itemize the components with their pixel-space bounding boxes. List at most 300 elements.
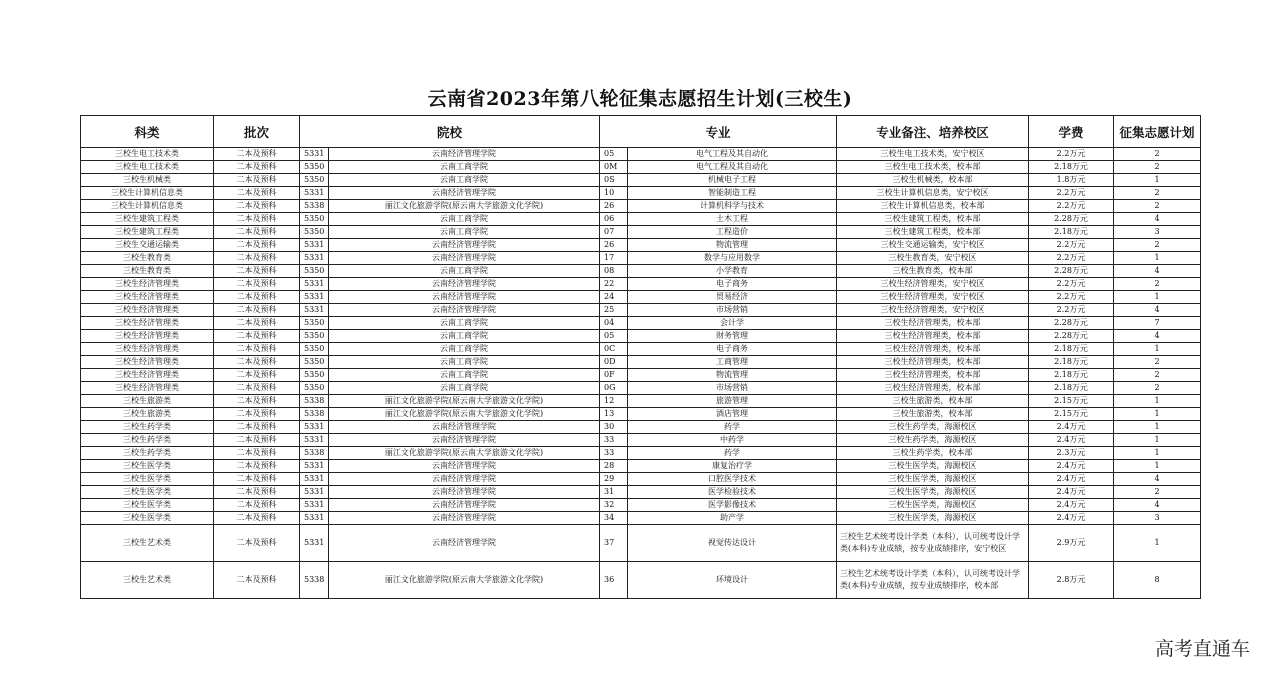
cell-plan: 1: [1114, 525, 1201, 562]
cell-major: 财务管理: [628, 330, 837, 343]
cell-plan: 7: [1114, 317, 1201, 330]
cell-remarks: 三校生经济管理类，安宁校区: [837, 278, 1029, 291]
cell-plan: 1: [1114, 460, 1201, 473]
table-row: [81, 304, 1201, 317]
cell-tuition: 2.2万元: [1029, 148, 1114, 161]
cell-major-code: 0C: [600, 343, 628, 356]
table-header-row: [81, 116, 1201, 148]
cell-batch: 二本及预科: [214, 252, 300, 265]
cell-batch: 二本及预科: [214, 486, 300, 499]
table-row: [81, 291, 1201, 304]
cell-remarks: 三校生建筑工程类，校本部: [837, 226, 1029, 239]
cell-major: 市场营销: [628, 382, 837, 395]
cell-category: 三校生教育类: [81, 252, 214, 265]
cell-major-code: 10: [600, 187, 628, 200]
cell-major-code: 28: [600, 460, 628, 473]
cell-major-code: 33: [600, 434, 628, 447]
cell-plan: 2: [1114, 200, 1201, 213]
cell-category: 三校生教育类: [81, 265, 214, 278]
cell-plan: 1: [1114, 252, 1201, 265]
cell-school-code: 5331: [300, 278, 329, 291]
cell-category: 三校生经济管理类: [81, 330, 214, 343]
cell-remarks: 三校生经济管理类，安宁校区: [837, 304, 1029, 317]
cell-batch: 二本及预科: [214, 187, 300, 200]
cell-remarks: 三校生药学类，海源校区: [837, 421, 1029, 434]
cell-category: 三校生经济管理类: [81, 304, 214, 317]
cell-school: 云南经济管理学院: [329, 473, 600, 486]
cell-major-code: 34: [600, 512, 628, 525]
cell-school-code: 5331: [300, 525, 329, 562]
cell-category: 三校生经济管理类: [81, 382, 214, 395]
cell-batch: 二本及预科: [214, 343, 300, 356]
cell-plan: 1: [1114, 395, 1201, 408]
cell-major-code: 05: [600, 148, 628, 161]
cell-plan: 3: [1114, 226, 1201, 239]
cell-tuition: 2.2万元: [1029, 187, 1114, 200]
cell-plan: 2: [1114, 356, 1201, 369]
cell-plan: 2: [1114, 369, 1201, 382]
cell-remarks: 三校生医学类，海源校区: [837, 512, 1029, 525]
cell-school: 云南工商学院: [329, 317, 600, 330]
watermark: 高考直通车: [1154, 638, 1250, 660]
cell-batch: 二本及预科: [214, 161, 300, 174]
cell-plan: 8: [1114, 562, 1201, 599]
cell-plan: 2: [1114, 486, 1201, 499]
cell-plan: 3: [1114, 512, 1201, 525]
cell-major-code: 07: [600, 226, 628, 239]
cell-plan: 4: [1114, 499, 1201, 512]
cell-major: 环境设计: [628, 562, 837, 599]
cell-remarks: 三校生艺术统考设计学类（本科），认可统考设计学类(本科)专业成绩，按专业成绩排序，安宁校区: [837, 525, 1029, 562]
cell-major-code: 32: [600, 499, 628, 512]
table-row: [81, 512, 1201, 525]
table-row: [81, 369, 1201, 382]
cell-batch: 二本及预科: [214, 291, 300, 304]
cell-major-code: 24: [600, 291, 628, 304]
cell-school-code: 5331: [300, 473, 329, 486]
cell-batch: 二本及预科: [214, 317, 300, 330]
cell-category: 三校生医学类: [81, 486, 214, 499]
cell-category: 三校生交通运输类: [81, 239, 214, 252]
cell-major: 电气工程及其自动化: [628, 161, 837, 174]
enrollment-plan-table: [80, 115, 1201, 599]
cell-remarks: 三校生艺术统考设计学类（本科），认可统考设计学类(本科)专业成绩，按专业成绩排序，校本部: [837, 562, 1029, 599]
cell-tuition: 2.2万元: [1029, 291, 1114, 304]
cell-plan: 4: [1114, 213, 1201, 226]
cell-major: 视觉传达设计: [628, 525, 837, 562]
cell-batch: 二本及预科: [214, 148, 300, 161]
cell-tuition: 2.2万元: [1029, 304, 1114, 317]
cell-remarks: 三校生计算机信息类，校本部: [837, 200, 1029, 213]
cell-tuition: 2.28万元: [1029, 330, 1114, 343]
cell-plan: 2: [1114, 148, 1201, 161]
cell-school-code: 5331: [300, 499, 329, 512]
cell-batch: 二本及预科: [214, 278, 300, 291]
cell-school: 云南工商学院: [329, 369, 600, 382]
cell-school: 云南工商学院: [329, 161, 600, 174]
cell-school: 云南经济管理学院: [329, 291, 600, 304]
cell-major-code: 37: [600, 525, 628, 562]
cell-school: 云南工商学院: [329, 265, 600, 278]
cell-school-code: 5338: [300, 408, 329, 421]
cell-remarks: 三校生电工技术类，安宁校区: [837, 148, 1029, 161]
cell-major-code: 29: [600, 473, 628, 486]
table-row: [81, 473, 1201, 486]
cell-category: 三校生电工技术类: [81, 148, 214, 161]
cell-school-code: 5350: [300, 213, 329, 226]
cell-batch: 二本及预科: [214, 460, 300, 473]
cell-plan: 2: [1114, 382, 1201, 395]
cell-school: 云南经济管理学院: [329, 252, 600, 265]
cell-batch: 二本及预科: [214, 226, 300, 239]
cell-major: 医学影像技术: [628, 499, 837, 512]
cell-major: 药学: [628, 421, 837, 434]
cell-plan: 2: [1114, 239, 1201, 252]
cell-major: 工商管理: [628, 356, 837, 369]
cell-remarks: 三校生经济管理类，校本部: [837, 369, 1029, 382]
table-row: [81, 460, 1201, 473]
cell-tuition: 2.28万元: [1029, 213, 1114, 226]
cell-school: 丽江文化旅游学院(原云南大学旅游文化学院): [329, 447, 600, 460]
table-row: [81, 226, 1201, 239]
cell-plan: 1: [1114, 421, 1201, 434]
cell-major-code: 0G: [600, 382, 628, 395]
cell-batch: 二本及预科: [214, 499, 300, 512]
cell-school-code: 5350: [300, 330, 329, 343]
cell-tuition: 2.18万元: [1029, 226, 1114, 239]
cell-school: 丽江文化旅游学院(原云南大学旅游文化学院): [329, 562, 600, 599]
table-row: [81, 200, 1201, 213]
cell-school: 云南经济管理学院: [329, 512, 600, 525]
cell-major: 酒店管理: [628, 408, 837, 421]
cell-batch: 二本及预科: [214, 200, 300, 213]
cell-category: 三校生旅游类: [81, 408, 214, 421]
table-row: [81, 408, 1201, 421]
cell-category: 三校生建筑工程类: [81, 226, 214, 239]
cell-category: 三校生经济管理类: [81, 291, 214, 304]
cell-major-code: 31: [600, 486, 628, 499]
cell-plan: 2: [1114, 187, 1201, 200]
cell-major-code: 0S: [600, 174, 628, 187]
cell-school-code: 5331: [300, 304, 329, 317]
cell-school-code: 5338: [300, 447, 329, 460]
cell-category: 三校生医学类: [81, 473, 214, 486]
cell-school: 云南工商学院: [329, 174, 600, 187]
cell-category: 三校生计算机信息类: [81, 200, 214, 213]
cell-category: 三校生机械类: [81, 174, 214, 187]
cell-remarks: 三校生电工技术类，校本部: [837, 161, 1029, 174]
cell-category: 三校生药学类: [81, 447, 214, 460]
table-row: [81, 148, 1201, 161]
cell-school-code: 5331: [300, 434, 329, 447]
cell-batch: 二本及预科: [214, 512, 300, 525]
cell-category: 三校生经济管理类: [81, 369, 214, 382]
cell-tuition: 2.28万元: [1029, 317, 1114, 330]
cell-major-code: 12: [600, 395, 628, 408]
header-major: 专业: [600, 116, 837, 148]
cell-major-code: 26: [600, 239, 628, 252]
cell-major: 小学教育: [628, 265, 837, 278]
cell-tuition: 2.2万元: [1029, 252, 1114, 265]
cell-batch: 二本及预科: [214, 421, 300, 434]
cell-batch: 二本及预科: [214, 304, 300, 317]
cell-category: 三校生药学类: [81, 421, 214, 434]
cell-major-code: 06: [600, 213, 628, 226]
cell-batch: 二本及预科: [214, 434, 300, 447]
page-title: 云南省2023年第八轮征集志愿招生计划(三校生): [427, 88, 853, 110]
cell-batch: 二本及预科: [214, 239, 300, 252]
cell-major: 医学检验技术: [628, 486, 837, 499]
cell-remarks: 三校生药学类，海源校区: [837, 434, 1029, 447]
cell-batch: 二本及预科: [214, 525, 300, 562]
cell-category: 三校生医学类: [81, 499, 214, 512]
cell-remarks: 三校生经济管理类，校本部: [837, 317, 1029, 330]
cell-tuition: 2.4万元: [1029, 486, 1114, 499]
cell-school-code: 5331: [300, 291, 329, 304]
cell-major-code: 04: [600, 317, 628, 330]
cell-major-code: 0D: [600, 356, 628, 369]
cell-batch: 二本及预科: [214, 213, 300, 226]
cell-school: 云南工商学院: [329, 382, 600, 395]
cell-tuition: 2.4万元: [1029, 460, 1114, 473]
cell-remarks: 三校生教育类，安宁校区: [837, 252, 1029, 265]
table-row: [81, 330, 1201, 343]
cell-major: 电子商务: [628, 343, 837, 356]
table-row: [81, 356, 1201, 369]
cell-school: 云南经济管理学院: [329, 148, 600, 161]
cell-category: 三校生经济管理类: [81, 356, 214, 369]
cell-remarks: 三校生医学类，海源校区: [837, 473, 1029, 486]
cell-remarks: 三校生经济管理类，安宁校区: [837, 291, 1029, 304]
cell-major: 贸易经济: [628, 291, 837, 304]
cell-school-code: 5331: [300, 187, 329, 200]
cell-major-code: 0M: [600, 161, 628, 174]
cell-remarks: 三校生经济管理类，校本部: [837, 382, 1029, 395]
cell-school: 云南经济管理学院: [329, 421, 600, 434]
cell-school-code: 5338: [300, 562, 329, 599]
cell-major: 计算机科学与技术: [628, 200, 837, 213]
cell-major: 电子商务: [628, 278, 837, 291]
cell-tuition: 2.4万元: [1029, 434, 1114, 447]
cell-plan: 1: [1114, 291, 1201, 304]
cell-school: 云南经济管理学院: [329, 460, 600, 473]
cell-school: 丽江文化旅游学院(原云南大学旅游文化学院): [329, 395, 600, 408]
cell-major: 助产学: [628, 512, 837, 525]
cell-school: 云南经济管理学院: [329, 525, 600, 562]
cell-school: 云南经济管理学院: [329, 434, 600, 447]
cell-remarks: 三校生经济管理类，校本部: [837, 343, 1029, 356]
cell-major-code: 33: [600, 447, 628, 460]
cell-remarks: 三校生交通运输类，安宁校区: [837, 239, 1029, 252]
cell-major-code: 17: [600, 252, 628, 265]
cell-batch: 二本及预科: [214, 562, 300, 599]
cell-category: 三校生艺术类: [81, 525, 214, 562]
table-row: [81, 434, 1201, 447]
cell-school-code: 5350: [300, 382, 329, 395]
cell-plan: 1: [1114, 434, 1201, 447]
cell-remarks: 三校生医学类，海源校区: [837, 486, 1029, 499]
table-row: [81, 525, 1201, 562]
cell-major: 物流管理: [628, 239, 837, 252]
header-batch: 批次: [214, 116, 300, 148]
cell-remarks: 三校生旅游类，校本部: [837, 395, 1029, 408]
table-row: [81, 252, 1201, 265]
table-row: [81, 174, 1201, 187]
cell-school: 云南工商学院: [329, 356, 600, 369]
cell-tuition: 2.15万元: [1029, 395, 1114, 408]
cell-school-code: 5350: [300, 317, 329, 330]
table-row: [81, 421, 1201, 434]
cell-major-code: 05: [600, 330, 628, 343]
cell-major: 土木工程: [628, 213, 837, 226]
table-row: [81, 395, 1201, 408]
cell-school: 云南经济管理学院: [329, 486, 600, 499]
cell-batch: 二本及预科: [214, 395, 300, 408]
cell-school-code: 5338: [300, 200, 329, 213]
cell-batch: 二本及预科: [214, 473, 300, 486]
cell-batch: 二本及预科: [214, 408, 300, 421]
cell-remarks: 三校生经济管理类，校本部: [837, 330, 1029, 343]
table-row: [81, 265, 1201, 278]
cell-major-code: 30: [600, 421, 628, 434]
cell-school-code: 5350: [300, 161, 329, 174]
cell-major-code: 25: [600, 304, 628, 317]
cell-tuition: 2.4万元: [1029, 499, 1114, 512]
table-row: [81, 447, 1201, 460]
cell-tuition: 2.18万元: [1029, 382, 1114, 395]
cell-major-code: 26: [600, 200, 628, 213]
cell-school-code: 5331: [300, 148, 329, 161]
cell-plan: 4: [1114, 473, 1201, 486]
cell-plan: 1: [1114, 447, 1201, 460]
cell-school: 云南工商学院: [329, 213, 600, 226]
table-row: [81, 343, 1201, 356]
cell-school-code: 5331: [300, 252, 329, 265]
table-row: [81, 486, 1201, 499]
header-tuition: 学费: [1029, 116, 1114, 148]
cell-batch: 二本及预科: [214, 174, 300, 187]
cell-batch: 二本及预科: [214, 330, 300, 343]
cell-tuition: 2.8万元: [1029, 562, 1114, 599]
cell-major: 工程造价: [628, 226, 837, 239]
cell-category: 三校生医学类: [81, 512, 214, 525]
cell-plan: 4: [1114, 330, 1201, 343]
table-row: [81, 382, 1201, 395]
cell-school-code: 5350: [300, 265, 329, 278]
cell-plan: 1: [1114, 408, 1201, 421]
cell-tuition: 2.15万元: [1029, 408, 1114, 421]
cell-category: 三校生电工技术类: [81, 161, 214, 174]
cell-batch: 二本及预科: [214, 447, 300, 460]
cell-school: 云南工商学院: [329, 330, 600, 343]
cell-remarks: 三校生计算机信息类，安宁校区: [837, 187, 1029, 200]
cell-school: 云南工商学院: [329, 226, 600, 239]
cell-remarks: 三校生建筑工程类，校本部: [837, 213, 1029, 226]
cell-remarks: 三校生药学类，校本部: [837, 447, 1029, 460]
cell-category: 三校生计算机信息类: [81, 187, 214, 200]
cell-tuition: 2.2万元: [1029, 200, 1114, 213]
cell-school: 云南经济管理学院: [329, 499, 600, 512]
cell-plan: 4: [1114, 265, 1201, 278]
cell-school: 云南经济管理学院: [329, 304, 600, 317]
table-row: [81, 187, 1201, 200]
header-category: 科类: [81, 116, 214, 148]
cell-school-code: 5350: [300, 343, 329, 356]
cell-school: 丽江文化旅游学院(原云南大学旅游文化学院): [329, 408, 600, 421]
cell-remarks: 三校生医学类，海源校区: [837, 499, 1029, 512]
cell-school-code: 5331: [300, 421, 329, 434]
cell-plan: 1: [1114, 343, 1201, 356]
cell-batch: 二本及预科: [214, 369, 300, 382]
cell-plan: 2: [1114, 161, 1201, 174]
cell-school: 云南经济管理学院: [329, 278, 600, 291]
cell-school: 云南经济管理学院: [329, 187, 600, 200]
table-row: [81, 239, 1201, 252]
cell-batch: 二本及预科: [214, 382, 300, 395]
cell-major: 数学与应用数学: [628, 252, 837, 265]
cell-school-code: 5350: [300, 356, 329, 369]
cell-major: 会计学: [628, 317, 837, 330]
cell-category: 三校生旅游类: [81, 395, 214, 408]
cell-tuition: 2.3万元: [1029, 447, 1114, 460]
cell-school-code: 5331: [300, 512, 329, 525]
cell-category: 三校生经济管理类: [81, 317, 214, 330]
cell-school-code: 5331: [300, 486, 329, 499]
cell-category: 三校生经济管理类: [81, 343, 214, 356]
cell-tuition: 2.18万元: [1029, 161, 1114, 174]
cell-remarks: 三校生医学类，海源校区: [837, 460, 1029, 473]
cell-school-code: 5331: [300, 460, 329, 473]
cell-major: 旅游管理: [628, 395, 837, 408]
cell-plan: 4: [1114, 304, 1201, 317]
cell-major-code: 08: [600, 265, 628, 278]
cell-remarks: 三校生经济管理类，校本部: [837, 356, 1029, 369]
table-row: [81, 317, 1201, 330]
cell-major: 康复治疗学: [628, 460, 837, 473]
cell-major: 机械电子工程: [628, 174, 837, 187]
cell-tuition: 2.18万元: [1029, 343, 1114, 356]
cell-major: 药学: [628, 447, 837, 460]
cell-school: 云南工商学院: [329, 343, 600, 356]
cell-tuition: 2.4万元: [1029, 421, 1114, 434]
cell-school-code: 5331: [300, 239, 329, 252]
table-row: [81, 499, 1201, 512]
cell-tuition: 2.18万元: [1029, 356, 1114, 369]
cell-remarks: 三校生教育类，校本部: [837, 265, 1029, 278]
cell-remarks: 三校生旅游类，校本部: [837, 408, 1029, 421]
cell-category: 三校生医学类: [81, 460, 214, 473]
cell-school-code: 5350: [300, 174, 329, 187]
cell-school-code: 5350: [300, 369, 329, 382]
cell-tuition: 2.28万元: [1029, 265, 1114, 278]
header-remarks: 专业备注、培养校区: [837, 116, 1029, 148]
cell-tuition: 2.2万元: [1029, 278, 1114, 291]
cell-school: 丽江文化旅游学院(原云南大学旅游文化学院): [329, 200, 600, 213]
cell-major: 中药学: [628, 434, 837, 447]
cell-plan: 1: [1114, 174, 1201, 187]
cell-major-code: 13: [600, 408, 628, 421]
cell-category: 三校生艺术类: [81, 562, 214, 599]
cell-school: 云南经济管理学院: [329, 239, 600, 252]
cell-major: 电气工程及其自动化: [628, 148, 837, 161]
table-row: [81, 161, 1201, 174]
cell-tuition: 1.8万元: [1029, 174, 1114, 187]
header-plan: 征集志愿计划: [1114, 116, 1201, 148]
table-row: [81, 278, 1201, 291]
cell-tuition: 2.9万元: [1029, 525, 1114, 562]
cell-category: 三校生经济管理类: [81, 278, 214, 291]
cell-major: 智能制造工程: [628, 187, 837, 200]
